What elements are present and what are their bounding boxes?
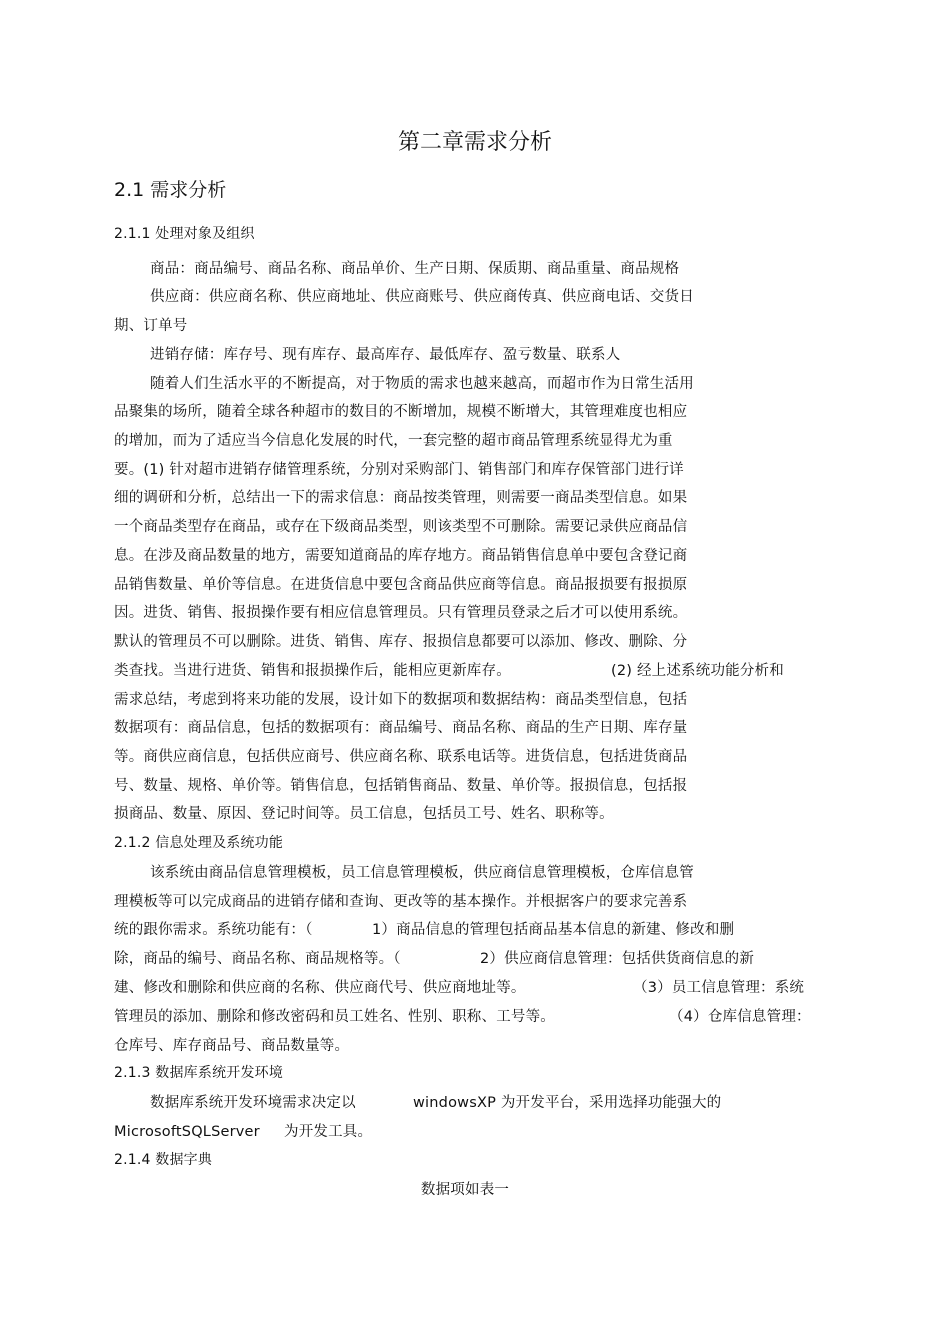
para-line: 随着人们生活水平的不断提高，对于物质的需求也越来越高，而超市作为日常生活用 — [150, 376, 694, 392]
para-line-part: 1）商品信息的管理包括商品基本信息的新建、修改和删 — [372, 922, 735, 938]
para-line-part: 统的跟你需求。系统功能有：（ — [114, 922, 313, 938]
para-line-part: （4）仓库信息管理： — [669, 1009, 811, 1025]
para-line — [114, 920, 735, 940]
para-line-part: 类查找。当进行进货、销售和报损操作后，能相应更新库存。 — [114, 663, 511, 679]
para-line — [114, 978, 805, 998]
para-line: 理模板等可以完成商品的进销存储和查询、更改等的基本操作。并根据客户的要求完善系 — [114, 894, 688, 910]
para-line: 一个商品类型存在商品，或存在下级商品类型，则该类型不可删除。需要记录供应商品信 — [114, 519, 688, 535]
para-line: 仓库号、库存商品号、商品数量等。 — [114, 1038, 350, 1054]
table-caption: 数据项如表一 — [420, 1182, 510, 1198]
para-line — [114, 1122, 373, 1142]
section-title: 2.1 需求分析 — [114, 179, 227, 201]
subsection-heading-2-1-2: 2.1.2 信息处理及系统功能 — [114, 835, 284, 851]
subsection-heading-2-1-1: 2.1.1 处理对象及组织 — [114, 226, 255, 242]
chapter-title: 第二章需求分析 — [397, 130, 552, 155]
para-line-part: windowsXP 为开发平台，采用选择功能强大的 — [413, 1095, 722, 1111]
para-line: 因。进货、销售、报损操作要有相应信息管理员。只有管理员登录之后才可以使用系统。 — [114, 605, 688, 621]
para-line: 息。在涉及商品数量的地方，需要知道商品的库存地方。商品销售信息单中要包含登记商 — [114, 548, 688, 564]
inventory-line: 进销存储：库存号、现有库存、最高库存、最低库存、盈亏数量、联系人 — [150, 347, 621, 363]
para-line — [114, 1007, 811, 1027]
supplier-line-cont: 期、订单号 — [114, 318, 188, 334]
goods-line: 商品：商品编号、商品名称、商品单价、生产日期、保质期、商品重量、商品规格 — [150, 261, 680, 277]
para-line: 损商品、数量、原因、登记时间等。员工信息，包括员工号、姓名、职称等。 — [114, 806, 614, 822]
para-line: 品聚集的场所，随着全球各种超市的数目的不断增加，规模不断增大，其管理难度也相应 — [114, 404, 688, 420]
para-line — [114, 949, 755, 969]
para-line-part: 数据库系统开发环境需求决定以 — [150, 1095, 356, 1111]
para-line: 细的调研和分析，总结出一下的需求信息：商品按类管理，则需要一商品类型信息。如果 — [114, 490, 688, 506]
para-line-part: 管理员的添加、删除和修改密码和员工姓名、性别、职称、工号等。 — [114, 1009, 555, 1025]
subsection-heading-2-1-4: 2.1.4 数据字典 — [114, 1152, 213, 1168]
para-line: 等。商供应商信息，包括供应商号、供应商名称、联系电话等。进货信息，包括进货商品 — [114, 749, 688, 765]
para-line: 需求总结，考虑到将来功能的发展，设计如下的数据项和数据结构：商品类型信息，包括 — [114, 692, 688, 708]
para-line-part: 2）供应商信息管理：包括供货商信息的新 — [480, 951, 755, 967]
para-line-part: （3）员工信息管理：系统 — [633, 980, 805, 996]
para-line: 号、数量、规格、单价等。销售信息，包括销售商品、数量、单价等。报损信息，包括报 — [114, 778, 688, 794]
para-line: 的增加，而为了适应当今信息化发展的时代，一套完整的超市商品管理系统显得尤为重 — [114, 433, 673, 449]
para-line: 要。(1) 针对超市进销存储管理系统，分别对采购部门、销售部门和库存保管部门进行详 — [114, 462, 684, 478]
para-line: 数据项有：商品信息，包括的数据项有：商品编号、商品名称、商品的生产日期、库存量 — [114, 720, 688, 736]
para-line: 该系统由商品信息管理模板，员工信息管理模板，供应商信息管理模板，仓库信息管 — [150, 865, 694, 881]
para-line-part: MicrosoftSQLServer — [114, 1124, 260, 1140]
supplier-line: 供应商：供应商名称、供应商地址、供应商账号、供应商传真、供应商电话、交货日 — [150, 289, 694, 305]
para-line-part: (2) 经上述系统功能分析和 — [611, 663, 784, 679]
para-line — [114, 661, 784, 681]
para-line: 品销售数量、单价等信息。在进货信息中要包含商品供应商等信息。商品报损要有报损原 — [114, 577, 688, 593]
para-line-part: 建、修改和删除和供应商的名称、供应商代号、供应商地址等。 — [114, 980, 526, 996]
para-line: 默认的管理员不可以删除。进货、销售、库存、报损信息都要可以添加、修改、删除、分 — [114, 634, 688, 650]
para-line-part: 除，商品的编号、商品名称、商品规格等。（ — [114, 951, 401, 967]
para-line-part: 为开发工具。 — [284, 1124, 373, 1140]
subsection-heading-2-1-3: 2.1.3 数据库系统开发环境 — [114, 1065, 284, 1081]
para-line — [150, 1093, 722, 1113]
